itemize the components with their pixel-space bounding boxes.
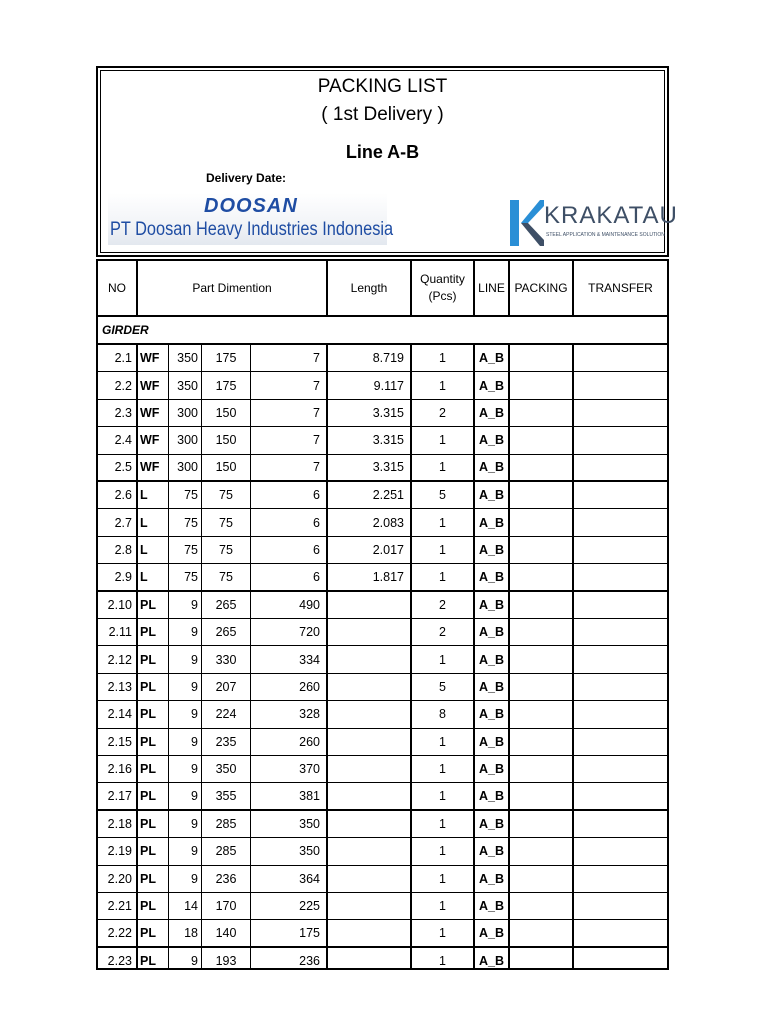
cell-qty: 1 [439,515,446,530]
cell-length [328,920,410,945]
cell-transfer [574,948,667,975]
cell-no: 2.2 [114,378,132,393]
cell-dim-3: 7 [313,378,320,393]
cell-qty: 1 [439,569,446,584]
cell-line: A_B [478,707,504,722]
cell-transfer [574,838,667,864]
cell-qty: 1 [439,542,446,557]
cell-dim-3: 370 [299,762,320,777]
cell-line: A_B [478,351,504,366]
cell-dim-2: 285 [215,816,237,831]
cell-dim-1: 9 [191,844,198,859]
table-row [98,866,667,893]
cell-qty: 2 [439,405,446,420]
cell-transfer [574,756,667,782]
cell-no: 2.17 [107,789,132,804]
cell-dim-2: 235 [215,734,237,749]
cell-dim-2: 150 [215,405,237,420]
cell-no: 2.22 [107,926,132,941]
cell-no: 2.12 [107,652,132,667]
cell-packing [510,509,572,535]
cell-packing [510,427,572,453]
cell-dim-2: 150 [215,460,237,475]
cell-type: PL [140,762,156,777]
cell-line: A_B [478,597,504,612]
delivery-date-label: Delivery Date: [206,171,287,185]
cell-type: PL [140,652,156,667]
cell-length: 9.117 [373,378,404,393]
cell-line: A_B [478,652,504,667]
cell-packing [510,537,572,563]
cell-line: A_B [478,899,504,914]
cell-transfer [574,345,667,371]
table-row [98,372,667,399]
section-label: GIRDER [102,323,149,337]
cell-qty: 1 [439,734,446,749]
cell-transfer [574,564,667,589]
cell-line: A_B [478,488,504,503]
cell-qty: 2 [439,597,446,612]
cell-dim-2: 224 [215,707,237,722]
cell-dim-1: 9 [191,762,198,777]
table-row [98,674,667,701]
cell-no: 2.21 [107,899,132,914]
cell-no: 2.16 [107,762,132,777]
cell-dim-1: 350 [177,378,198,393]
cell-no: 2.6 [114,488,132,503]
cell-dim-2: 193 [215,954,237,969]
document-header [96,66,678,257]
cell-dim-2: 175 [215,351,237,366]
cell-dim-2: 236 [215,871,237,886]
cell-no: 2.13 [107,679,132,694]
cell-transfer [574,509,667,535]
cell-type: PL [140,789,156,804]
cell-length [328,838,410,864]
cell-line: A_B [478,405,504,420]
table-row [98,646,667,673]
cell-packing [510,920,572,945]
cell-type: PL [140,844,156,859]
cell-no: 2.4 [114,433,132,448]
cell-length [328,756,410,782]
cell-qty: 1 [439,844,446,859]
table-row [98,427,667,454]
col-header-line: LINE [475,261,510,317]
cell-type: PL [140,871,156,886]
cell-length [328,893,410,919]
cell-dim-1: 350 [177,351,198,366]
line-title: Line A-B [345,142,420,162]
cell-dim-3: 225 [299,899,320,914]
table-row [98,455,667,482]
cell-packing [510,811,572,837]
cell-dim-1: 9 [191,707,198,722]
table-row [98,564,667,591]
cell-packing [510,948,572,975]
cell-type: L [140,569,148,584]
cell-length: 3.315 [372,433,404,448]
cell-length [328,729,410,755]
cell-type: WF [140,433,160,448]
packing-table [96,259,669,970]
cell-dim-1: 75 [184,488,198,503]
table-row [98,783,667,810]
cell-dim-1: 300 [177,460,198,475]
table-row [98,701,667,728]
cell-dim-1: 18 [184,926,198,941]
cell-transfer [574,729,667,755]
cell-dim-2: 170 [215,899,237,914]
table-row [98,893,667,920]
cell-transfer [574,674,667,700]
table-row [98,619,667,646]
cell-dim-3: 720 [299,625,320,640]
cell-dim-3: 328 [299,707,320,722]
cell-type: PL [140,597,156,612]
cell-line: A_B [478,734,504,749]
col-header-transfer: TRANSFER [574,261,667,317]
cell-type: L [140,488,148,503]
cell-dim-1: 9 [191,625,198,640]
table-row [98,811,667,838]
cell-line: A_B [478,762,504,777]
cell-type: PL [140,816,156,831]
cell-qty: 8 [439,707,446,722]
cell-dim-3: 6 [313,515,320,530]
cell-transfer [574,701,667,727]
col-header-part: Part Dimention [138,261,328,317]
cell-no: 2.11 [108,625,132,640]
col-header-quantity-unit: (Pcs) [428,289,457,303]
cell-dim-2: 265 [215,597,237,612]
cell-dim-2: 285 [215,844,237,859]
cell-qty: 1 [439,351,446,366]
cell-dim-2: 175 [215,378,237,393]
cell-dim-1: 9 [191,954,198,969]
cell-dim-3: 364 [299,871,320,886]
cell-packing [510,756,572,782]
cell-length: 3.315 [372,460,404,475]
cell-length: 3.315 [372,405,404,420]
cell-packing [510,646,572,672]
cell-dim-1: 75 [184,569,198,584]
col-header-no: NO [98,261,138,317]
table-row [98,920,667,947]
cell-no: 2.23 [107,954,132,969]
cell-qty: 5 [439,488,446,503]
krakatau-tagline: STEEL APPLICATION & MAINTENANCE SOLUTION [546,232,665,238]
cell-packing [510,866,572,892]
cell-packing [510,783,572,808]
cell-dim-2: 207 [215,679,237,694]
cell-type: PL [140,625,156,640]
cell-transfer [574,811,667,837]
table-row [98,838,667,865]
cell-packing [510,482,572,508]
cell-line: A_B [478,515,504,530]
cell-dim-3: 175 [299,926,320,941]
cell-line: A_B [478,378,504,393]
cell-dim-2: 150 [215,433,237,448]
cell-packing [510,674,572,700]
table-row [98,509,667,536]
cell-line: A_B [478,816,504,831]
cell-packing [510,619,572,645]
cell-packing [510,592,572,618]
doosan-brand-text: DOOSAN [204,195,298,217]
cell-line: A_B [478,954,504,969]
cell-no: 2.14 [107,707,132,722]
cell-transfer [574,455,667,480]
cell-qty: 1 [439,433,446,448]
cell-packing [510,729,572,755]
cell-dim-3: 490 [299,597,320,612]
cell-length [328,948,410,975]
cell-line: A_B [478,569,504,584]
cell-type: PL [140,734,156,749]
cell-packing [510,838,572,864]
cell-length [328,592,410,618]
cell-transfer [574,783,667,808]
cell-no: 2.7 [114,515,132,530]
table-row [98,482,667,509]
cell-length: 2.017 [372,542,404,557]
cell-dim-1: 14 [184,899,198,914]
cell-transfer [574,920,667,945]
cell-no: 2.9 [114,569,132,584]
cell-no: 2.3 [114,405,132,420]
cell-line: A_B [478,679,504,694]
cell-qty: 1 [439,954,446,969]
cell-type: WF [140,460,160,475]
table-row [98,537,667,564]
cell-line: A_B [478,433,504,448]
cell-type: PL [140,679,156,694]
table-row [98,729,667,756]
cell-length: 2.083 [372,515,404,530]
cell-transfer [574,372,667,398]
cell-dim-3: 7 [313,351,320,366]
cell-transfer [574,866,667,892]
cell-length: 2.251 [372,488,404,503]
cell-dim-1: 9 [191,597,198,612]
cell-packing [510,701,572,727]
cell-dim-1: 9 [191,816,198,831]
cell-length [328,646,410,672]
cell-qty: 1 [439,899,446,914]
cell-dim-3: 7 [313,433,320,448]
cell-dim-2: 75 [219,542,233,557]
cell-dim-1: 9 [191,679,198,694]
cell-dim-1: 300 [177,405,198,420]
cell-length: 8.719 [372,351,404,366]
cell-line: A_B [478,625,504,640]
cell-dim-1: 9 [191,871,198,886]
cell-dim-3: 350 [299,816,320,831]
cell-no: 2.8 [114,542,132,557]
col-header-quantity-label: Quantity [420,272,465,286]
cell-transfer [574,400,667,426]
cell-length [328,811,410,837]
cell-length [328,674,410,700]
cell-dim-1: 75 [184,542,198,557]
cell-dim-1: 300 [177,433,198,448]
cell-transfer [574,592,667,618]
cell-dim-2: 330 [215,652,237,667]
cell-dim-3: 334 [299,652,320,667]
table-row [98,592,667,619]
cell-dim-2: 140 [215,926,237,941]
col-header-length: Length [328,261,412,317]
table-row [98,400,667,427]
cell-no: 2.15 [107,734,132,749]
cell-dim-2: 75 [219,569,233,584]
section-row-girder [98,317,667,345]
cell-qty: 1 [439,378,446,393]
col-header-packing: PACKING [510,261,574,317]
cell-type: L [140,515,148,530]
cell-qty: 1 [439,926,446,941]
cell-dim-3: 350 [299,844,320,859]
cell-line: A_B [478,926,504,941]
page-title: PACKING LIST [317,76,448,97]
cell-no: 2.1 [114,351,132,366]
cell-dim-2: 350 [215,762,237,777]
table-row [98,756,667,783]
cell-qty: 1 [439,460,446,475]
cell-qty: 5 [439,679,446,694]
cell-dim-1: 75 [184,515,198,530]
cell-qty: 1 [439,652,446,667]
cell-dim-3: 381 [299,789,320,804]
cell-no: 2.10 [107,597,132,612]
cell-dim-2: 355 [215,789,237,804]
cell-type: WF [140,378,160,393]
cell-packing [510,893,572,919]
cell-dim-3: 260 [299,679,320,694]
cell-packing [510,400,572,426]
cell-packing [510,345,572,371]
cell-type: WF [140,405,160,420]
cell-no: 2.19 [107,844,132,859]
cell-packing [510,564,572,589]
cell-qty: 1 [439,871,446,886]
col-header-quantity [412,261,475,317]
krakatau-brand-text: KRAKATAU [544,202,678,229]
cell-length [328,866,410,892]
delivery-number: ( 1st Delivery ) [321,104,444,125]
krakatau-logo [510,198,678,248]
cell-transfer [574,893,667,919]
cell-line: A_B [478,871,504,886]
cell-type: L [140,542,148,557]
cell-type: PL [140,954,156,969]
cell-type: PL [140,707,156,722]
cell-line: A_B [478,542,504,557]
cell-dim-3: 7 [313,405,320,420]
cell-type: WF [140,351,160,366]
cell-packing [510,372,572,398]
cell-type: PL [140,899,156,914]
cell-transfer [574,619,667,645]
cell-dim-1: 9 [191,734,198,749]
cell-transfer [574,537,667,563]
cell-dim-3: 6 [313,569,320,584]
cell-qty: 1 [439,762,446,777]
cell-length [328,701,410,727]
cell-dim-3: 260 [299,734,320,749]
table-row [98,345,667,372]
cell-no: 2.18 [107,816,132,831]
cell-qty: 1 [439,789,446,804]
cell-dim-3: 7 [313,460,320,475]
cell-line: A_B [478,844,504,859]
cell-dim-3: 6 [313,542,320,557]
cell-length: 1.817 [372,569,404,584]
cell-length [328,619,410,645]
cell-no: 2.5 [114,460,132,475]
cell-transfer [574,427,667,453]
cell-no: 2.20 [107,871,132,886]
cell-dim-2: 265 [215,625,237,640]
cell-transfer [574,646,667,672]
cell-length [328,783,410,808]
cell-qty: 2 [439,625,446,640]
cell-line: A_B [478,460,504,475]
cell-packing [510,455,572,480]
cell-dim-1: 9 [191,652,198,667]
cell-dim-2: 75 [219,515,233,530]
table-row [98,948,667,975]
doosan-logo [108,193,394,245]
cell-transfer [574,482,667,508]
cell-qty: 1 [439,816,446,831]
krakatau-k-icon [510,200,544,246]
cell-type: PL [140,926,156,941]
cell-dim-3: 236 [299,954,320,969]
cell-dim-1: 9 [191,789,198,804]
doosan-company-name: PT Doosan Heavy Industries Indonesia [110,219,394,240]
cell-line: A_B [478,789,504,804]
cell-dim-3: 6 [313,488,320,503]
cell-dim-2: 75 [219,488,233,503]
